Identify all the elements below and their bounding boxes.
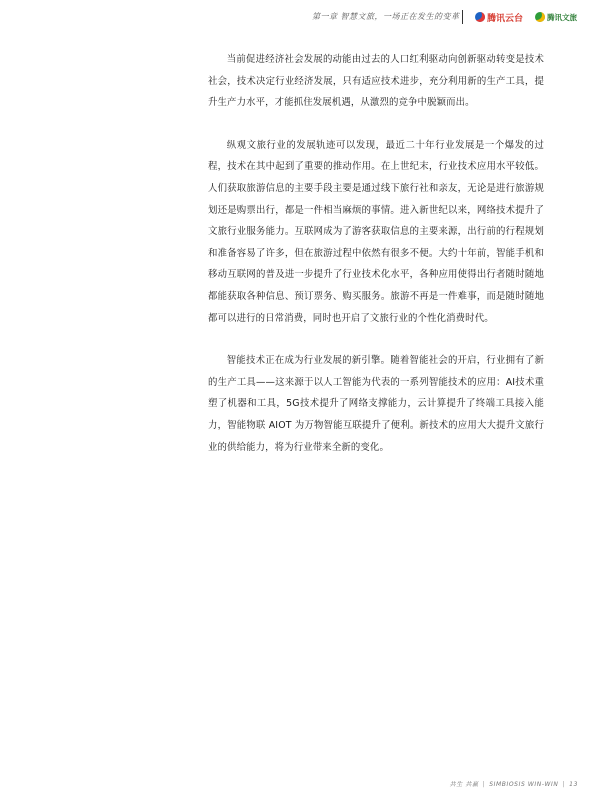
- footer-left: 共生 共赢: [449, 781, 479, 788]
- page-header: [300, 8, 590, 30]
- body-content: [208, 49, 544, 479]
- logo-b-text: 腾讯文旅: [547, 12, 577, 22]
- header-divider: [462, 10, 463, 24]
- page-number: 13: [569, 781, 578, 788]
- paragraph-tech-society: 当前促进经济社会发展的动能由过去的人口红利驱动向创新驱动转变是技术社会，技术决定行业经济发展，只有适应技术进步，充分利用新的生产工具，提升生产力水平，才能抓住发展机遇，从激烈的竞争中脱颖而出。: [208, 54, 544, 109]
- tencent-culture-tourism-logo-icon: [535, 12, 545, 22]
- tencent-cloud-logo-icon: [475, 12, 485, 22]
- paragraph-industry-history: 纵观文旅行业的发展轨迹可以发现，最近二十年行业发展是一个爆发的过程，技术在其中起到了重要的推动作用。在上世纪末，行业技术应用水平较低。人们获取旅游信息的主要手段主要是通过线下旅行社和亲友，无论是进行旅游规划还是购票出行，都是一件相当麻烦的事情。进入新世纪以来，网络技术提升了文旅行业服务能力。互联网成为了游客获取信息的主要来源，出行前的行程规划和准备容易了许多，但在旅游过程中依然有很多不便。大约十年前，智能手机和移动互联网的普及进一步提升了行业技术化水平，各种应用使得出行者随时随地都能获取各种信息、预订票务、购买服务。旅游不再是一件难事，而是随时随地都可以进行的日常消费，同时也开启了文旅行业的个性化消费时代。: [208, 139, 544, 324]
- footer-middle: SIMBIOSIS WIN-WIN: [489, 781, 559, 788]
- footer-separator: |: [562, 781, 566, 788]
- logo-tencent-cloud: [475, 9, 523, 25]
- logo-a-text: 腾讯云台: [487, 13, 524, 24]
- page-footer: [450, 779, 578, 788]
- footer-separator: |: [482, 781, 486, 788]
- logo-tencent-culture-tourism: [535, 9, 577, 25]
- chapter-title: 第一章 智慧文旅，一场正在发生的变革: [312, 12, 460, 21]
- paragraph-smart-engine: 智能技术正在成为行业发展的新引擎。随着智能社会的开启，行业拥有了新的生产工具——这来源于以人工智能为代表的一系列智能技术的应用：AI技术重塑了机器和工具，5G技术提升了网络支撑能力，云计算提升了终端工具接入能力，智能物联 AIOT 为万物智能互联提升了便利。新技术的应用大大提升文旅行业的供给能力，将为行业带来全新的变化。: [208, 355, 544, 453]
